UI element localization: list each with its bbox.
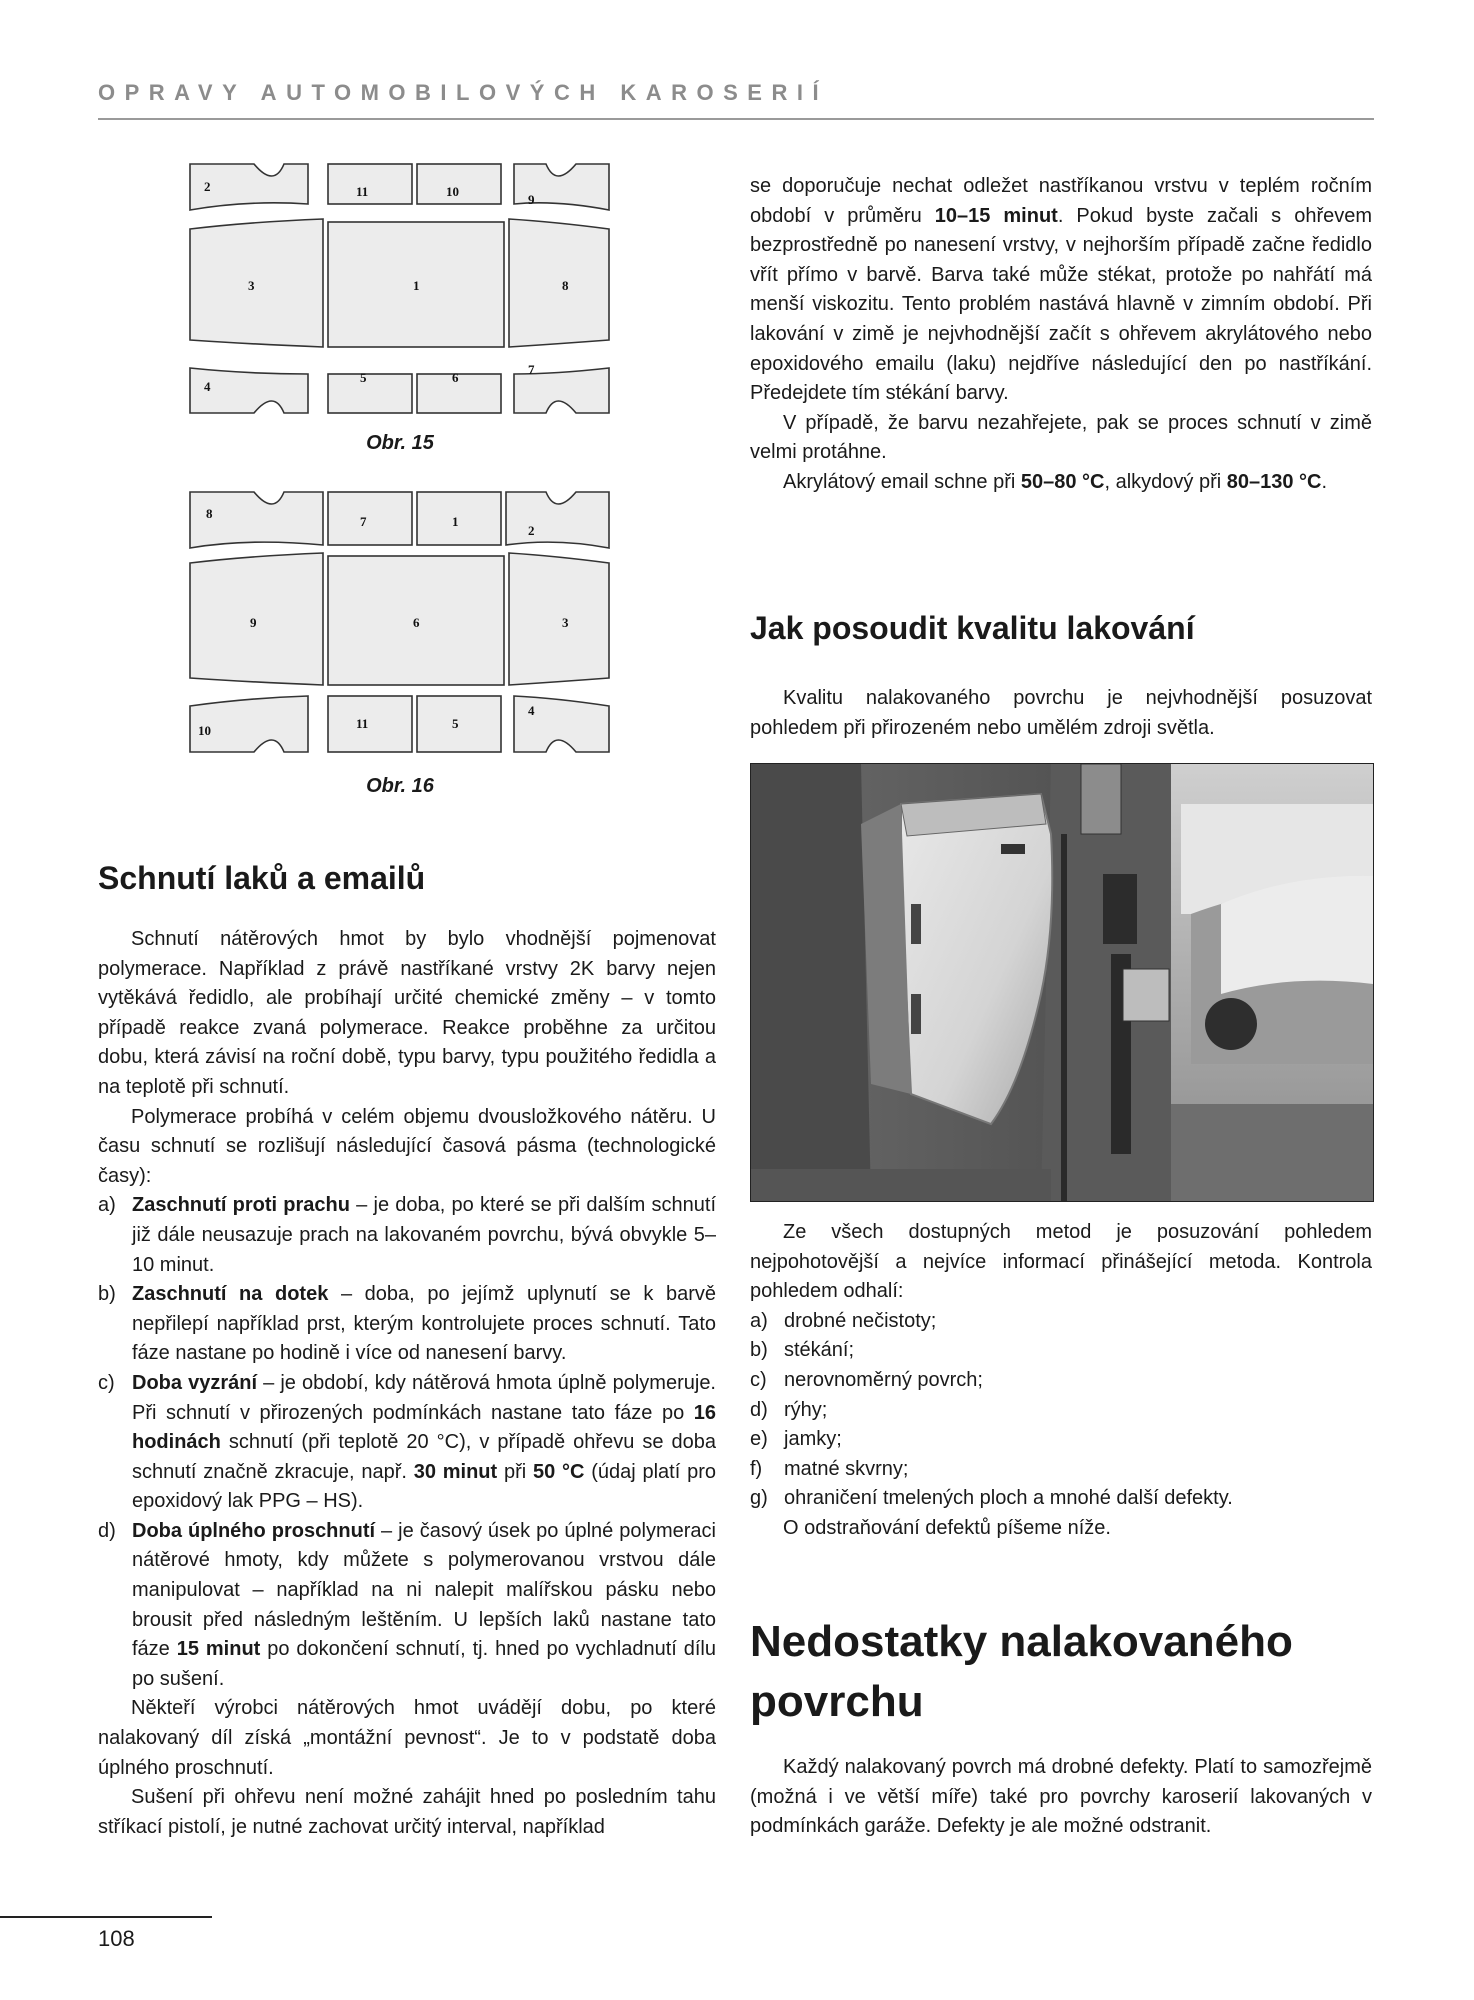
emphasis: 50–80 °C: [1020, 470, 1105, 493]
right-column-bottom: [750, 1753, 1372, 1842]
panel-label: 3: [248, 278, 255, 293]
definition: schnutí (při teplotě 20 °C), v případě ohřevu se doba schnutí značně zkracuje, např.: [132, 1431, 716, 1483]
definition: po dokončení schnutí, tj. hned po vychladnutí dílu po sušení.: [132, 1638, 717, 1690]
panel-label: 6: [413, 615, 420, 630]
right-column-middle: [750, 1218, 1372, 1544]
panel-label: 2: [528, 523, 535, 538]
list-item: [750, 1396, 1372, 1426]
text-run: . Pokud byste začali s ohřevem bezprostředně po nanesení vrstvy, v nejhorším případě začne ředidlo vřít přímo v barvě. Barva také může stékat, protože po nahřátí má menší viskozitu. Tento problém nastává hlavně v zimním období. Při lakování v zimě je nejvhodnější začít s ohřevem akrylátového nebo epoxidového emailu (laku) nejdříve následující den po nastříkání. Předejdete tím stékání barvy.: [750, 204, 1373, 405]
figure-15-caption: Obr. 15: [366, 432, 434, 454]
term: Zaschnutí proti prachu: [132, 1194, 350, 1217]
list-label: a): [750, 1309, 768, 1332]
paragraph: O odstraňování defektů píšeme níže.: [783, 1516, 1111, 1539]
emphasis: 80–130 °C: [1226, 470, 1322, 493]
list-label: c): [98, 1371, 115, 1394]
text-run: .: [1321, 470, 1328, 493]
running-title: OPRAVY AUTOMOBILOVÝCH KAROSERIÍ: [98, 80, 829, 105]
panel-label: 11: [356, 184, 369, 199]
panel-5: [417, 696, 501, 752]
emphasis: 16 hodinách: [132, 1401, 716, 1454]
emphasis: 50 °C: [532, 1460, 585, 1483]
list-item: [750, 1307, 1372, 1337]
panel-8: [509, 219, 609, 347]
panel-label: 7: [360, 514, 367, 529]
definition: – doba, po jejímž uplynutí se k barvě nepřilepí například prst, kterým kontrolujete proces schnutí. Tato fáze nastane po hodině i více od nanesení barvy.: [132, 1283, 716, 1365]
panel-5: [328, 374, 412, 413]
panel-label: 9: [250, 615, 257, 630]
list-label: e): [750, 1428, 768, 1451]
photo-illustration: [751, 764, 1373, 1201]
paragraph: [750, 172, 1372, 409]
term: Zaschnutí na dotek: [132, 1283, 329, 1306]
list-label: b): [750, 1339, 768, 1362]
list-item: [750, 1455, 1372, 1485]
list-label: b): [98, 1283, 116, 1306]
emphasis: 10–15 minut: [934, 204, 1058, 227]
panel-label: 9: [528, 192, 535, 207]
panel-label: 2: [204, 179, 211, 194]
list-item: [98, 1280, 716, 1369]
panel-label: 1: [452, 514, 459, 529]
list-label: g): [750, 1487, 768, 1510]
list-item: [98, 1369, 716, 1517]
list-label: c): [750, 1368, 767, 1391]
figure-16-caption: Obr. 16: [366, 775, 434, 797]
panel-label: 10: [198, 723, 211, 738]
paragraph: [750, 468, 1372, 498]
panel-label: 10: [446, 184, 459, 199]
panel-label: 3: [562, 615, 569, 630]
right-column-intro: [750, 684, 1372, 743]
panel-11: [328, 696, 412, 752]
text-run: , alkydový při: [1104, 470, 1227, 493]
definition: (údaj platí pro epoxidový lak PPG – HS).: [132, 1460, 716, 1513]
chapter-heading-line: Nedostatky nalakovaného: [750, 1617, 1293, 1666]
panel-label: 4: [528, 703, 535, 718]
panel-10: [417, 164, 501, 204]
paragraph: Sušení při ohřevu není možné zahájit hned po posledním tahu stříkací pistolí, je nutné zachovat určitý interval, například: [98, 1786, 716, 1838]
photo-painted-door: [750, 763, 1374, 1202]
list-item: [750, 1484, 1372, 1514]
list-text: rýhy;: [784, 1398, 828, 1421]
list-text: jamky;: [784, 1428, 842, 1451]
list-text: ohraničení tmelených ploch a mnohé další defekty.: [784, 1487, 1233, 1510]
panel-2: [506, 492, 609, 548]
panel-label: 11: [356, 716, 369, 731]
page-number: 108: [98, 1926, 135, 1951]
list-label: a): [98, 1194, 116, 1217]
definition: – je období, kdy nátěrová hmota úplně polymeruje. Při schnutí v přirozených podmínkách nastane tato fáze po: [132, 1371, 716, 1424]
panel-7: [328, 492, 412, 545]
section-heading-drying: Schnutí laků a emailů: [98, 860, 426, 896]
list-item: [98, 1517, 716, 1695]
panel-label: 7: [528, 362, 535, 377]
paragraph: Ze všech dostupných metod je posuzování pohledem nejpohotovější a nejvíce informací přinášející metoda. Kontrola pohledem odhalí:: [750, 1221, 1372, 1303]
paragraph: V případě, že barvu nezahřejete, pak se proces schnutí v zimě velmi protáhne.: [750, 411, 1372, 464]
emphasis: 30 minut: [413, 1460, 498, 1483]
panel-label: 5: [452, 716, 459, 731]
list-label: d): [750, 1398, 768, 1421]
panel-6: [417, 374, 501, 413]
panel-9: [190, 553, 323, 685]
list-item: [98, 1191, 716, 1280]
chapter-heading-line: povrchu: [750, 1677, 924, 1726]
definition: – je časový úsek po úplné polymeraci nátěrové hmoty, kdy můžete s polymerovanou vrstvou dále manipulovat – například na ni nalepit malířskou pásku nebo brousit před následným leštěním. U lepších laků nastane tato fáze: [132, 1519, 716, 1661]
list-label: d): [98, 1519, 116, 1542]
figure-16: [188, 490, 612, 754]
left-column: [98, 925, 716, 1842]
emphasis: 15 minut: [176, 1638, 261, 1661]
list-text: nerovnoměrný povrch;: [784, 1368, 983, 1391]
panel-label: 8: [562, 278, 569, 293]
paragraph: Každý nalakovaný povrch má drobné defekty. Platí to samozřejmě (možná i ve větší míře) také pro povrchy karoserií lakovaných v podmínkách garáže. Defekty je ale možné odstranit.: [750, 1756, 1372, 1838]
panel-label: 5: [360, 370, 367, 385]
definition: – je doba, po které se při dalším schnutí již dále neusazuje prach na lakovaném povrchu, bývá obvykle 5–10 minut.: [132, 1194, 716, 1276]
term: Doba úplného proschnutí: [132, 1519, 376, 1542]
list-text: matné skvrny;: [784, 1457, 909, 1480]
list-text: stékání;: [784, 1339, 855, 1362]
term: Doba vyzrání: [132, 1371, 258, 1394]
footer-rule: [0, 1916, 212, 1918]
list-item: [750, 1336, 1372, 1366]
panel-1: [417, 492, 501, 545]
figure-16-panel-diagram: [188, 490, 612, 754]
paragraph: Polymerace probíhá v celém objemu dvousložkového nátěru. U času schnutí se rozlišují následující časová pásma (technologické časy):: [98, 1105, 716, 1187]
panel-11: [328, 164, 412, 204]
list-item: [750, 1366, 1372, 1396]
panel-label: 6: [452, 370, 459, 385]
right-column-top: [750, 172, 1372, 498]
figure-15-panel-diagram: [188, 162, 612, 415]
section-heading-quality: Jak posoudit kvalitu lakování: [750, 610, 1195, 646]
panel-label: 4: [204, 379, 211, 394]
chapter-heading: [750, 1612, 1372, 1732]
figure-15: [188, 162, 612, 415]
text-run: se doporučuje nechat odležet nastříkanou vrstvu v teplém ročním období v průměru: [750, 175, 1372, 227]
panel-3: [190, 219, 323, 347]
header-rule: [98, 118, 1374, 120]
panel-3: [509, 553, 609, 685]
list-item: [750, 1425, 1372, 1455]
text-run: Akrylátový email schne při: [783, 470, 1021, 493]
definition: při: [497, 1460, 533, 1483]
paragraph: Schnutí nátěrových hmot by bylo vhodnější pojmenovat polymerace. Například z právě nastříkané vrstvy 2K barvy nejen vytěkává ředidlo, ale probíhají určité chemické změny – v tomto případě reakce zvaná polymerace. Reakce proběhne za určitou dobu, která závisí na roční době, typu barvy, typu použitého ředidla a na teplotě při schnutí.: [98, 928, 716, 1098]
list-label: f): [750, 1457, 763, 1480]
panel-label: 1: [413, 278, 420, 293]
paragraph: Někteří výrobci nátěrových hmot uvádějí dobu, po které nalakovaný díl získá „montážní pevnost“. Je to v podstatě doba úplného proschnutí.: [98, 1697, 716, 1779]
paragraph: Kvalitu nalakovaného povrchu je nejvhodnější posuzovat pohledem při přirozeném nebo umělém zdroji světla.: [750, 687, 1372, 739]
list-text: drobné nečistoty;: [784, 1309, 937, 1332]
panel-label: 8: [206, 506, 213, 521]
